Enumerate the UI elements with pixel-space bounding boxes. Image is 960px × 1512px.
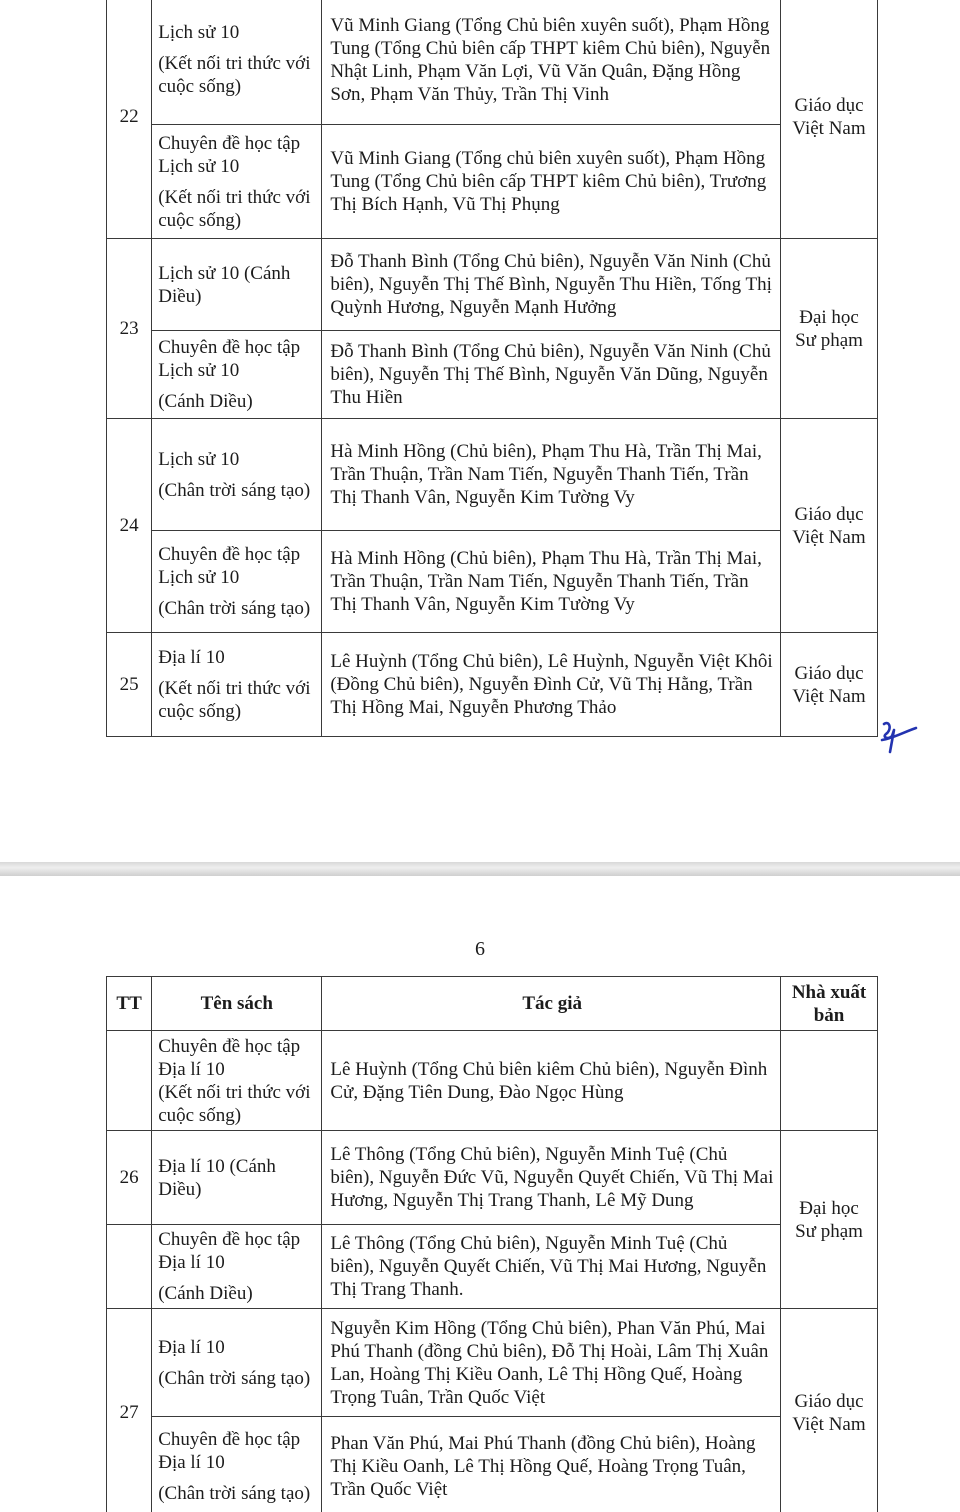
document-page-lower (0, 876, 960, 1512)
table-row (107, 0, 878, 125)
publisher-cell (781, 1031, 878, 1131)
authors-cell: Vũ Minh Giang (Tổng Chủ biên xuyên suốt), Phạm Hồng Tung (Tổng Chủ biên cấp THPT kiêm Chủ biên), Nguyễn Nhật Linh, Phạm Văn Lợi, Vũ Văn Quân, Đặng Hồng Sơn, Phạm Văn Thủy, Trần Thị Vinh (322, 0, 781, 125)
table-row (107, 1225, 878, 1309)
book-title: Địa lí 10 (158, 1336, 225, 1358)
publisher-cell: Đại học Sư phạm (781, 1131, 878, 1309)
book-title: Chuyên đề học tập Lịch sử 10 (158, 132, 301, 177)
book-title: Chuyên đề học tập Địa lí 10 (158, 1229, 301, 1273)
book-series: (Kết nối tri thức với cuộc sống) (158, 1081, 311, 1126)
authors-cell: Vũ Minh Giang (Tổng chủ biên xuyên suốt), Phạm Hồng Tung (Tổng Chủ biên cấp THPT kiêm Chủ biên), Trương Thị Bích Hạnh, Vũ Thị Phụng (322, 125, 781, 239)
row-number: 25 (107, 633, 152, 737)
publisher-cell: Giáo dục Việt Nam (781, 633, 878, 737)
book-series: (Chân trời sáng tạo) (158, 1483, 311, 1504)
book-series: (Chân trời sáng tạo) (158, 598, 311, 619)
book-series: (Chân trời sáng tạo) (158, 479, 311, 501)
authors-cell: Lê Huỳnh (Tổng Chủ biên kiêm Chủ biên), Nguyễn Đình Cử, Đặng Tiên Dung, Đào Ngọc Hùng (322, 1031, 781, 1131)
book-title: Chuyên đề học tập Lịch sử 10 (158, 544, 301, 588)
table-row (107, 531, 878, 633)
publisher-cell: Giáo dục Việt Nam (781, 0, 878, 239)
table-row (107, 125, 878, 239)
book-title-cell (152, 1225, 322, 1309)
publisher-cell: Giáo dục Việt Nam (781, 1309, 878, 1512)
signature-mark (872, 712, 918, 758)
authors-cell: Hà Minh Hồng (Chủ biên), Phạm Thu Hà, Trần Thị Mai, Trần Thuận, Trần Nam Tiến, Nguyễn Thanh Tiến, Trần Thị Thanh Vân, Nguyễn Kim Tường Vy (322, 419, 781, 531)
book-title: Lịch sử 10 (158, 22, 240, 43)
table-row (107, 1309, 878, 1417)
page-separator (0, 862, 960, 876)
table-row (107, 1031, 878, 1131)
authors-cell: Phan Văn Phú, Mai Phú Thanh (đồng Chủ biên), Hoàng Thị Kiều Oanh, Lê Thị Hồng Quế, Hoàng Trọng Tuân, Trần Quốc Việt (322, 1417, 781, 1512)
table-row (107, 1417, 878, 1512)
row-number: 26 (107, 1131, 152, 1225)
book-series: (Kết nối tri thức với cuộc sống) (158, 53, 311, 97)
book-title: Lịch sử 10 (Cánh Diều) (158, 262, 291, 307)
column-header-title: Tên sách (152, 977, 322, 1031)
book-series: (Kết nối tri thức với cuộc sống) (158, 186, 311, 231)
book-title: Chuyên đề học tập Địa lí 10 (158, 1429, 301, 1473)
row-number: 23 (107, 239, 152, 419)
table-row (107, 419, 878, 531)
book-title-cell (152, 125, 322, 239)
authors-cell: Đỗ Thanh Bình (Tổng Chủ biên), Nguyễn Văn Ninh (Chủ biên), Nguyễn Thị Thế Bình, Nguyễn Thu Hiền, Tống Thị Quỳnh Hương, Nguyễn Mạnh Hưởng (322, 239, 781, 331)
book-series: (Kết nối tri thức với cuộc sống) (158, 678, 311, 722)
authors-cell: Lê Huỳnh (Tổng Chủ biên), Lê Huỳnh, Nguyễn Việt Khôi (Đồng Chủ biên), Nguyễn Đình Cử, Vũ Thị Hằng, Trần Thị Hồng Mai, Nguyễn Phương Thảo (322, 633, 781, 737)
book-title-cell (152, 0, 322, 125)
table-header-row (107, 977, 878, 1031)
book-title-cell (152, 1131, 322, 1225)
column-header-author: Tác giả (322, 977, 781, 1031)
page-number: 6 (475, 938, 485, 960)
row-number-empty (107, 1225, 152, 1309)
authors-cell: Lê Thông (Tổng Chủ biên), Nguyễn Minh Tuệ (Chủ biên), Nguyễn Đức Vũ, Nguyễn Quyết Chiến, Vũ Thị Mai Hương, Nguyễn Thị Trang Thanh, Lê Mỹ Dung (322, 1131, 781, 1225)
book-series: (Cánh Diều) (158, 391, 253, 412)
book-title-cell (152, 419, 322, 531)
book-title: Địa lí 10 (Cánh Diều) (158, 1155, 276, 1200)
row-number (107, 1031, 152, 1131)
authors-cell: Hà Minh Hồng (Chủ biên), Phạm Thu Hà, Trần Thị Mai, Trần Thuận, Trần Nam Tiến, Nguyễn Thanh Tiến, Trần Thị Thanh Vân, Nguyễn Kim Tường Vy (322, 531, 781, 633)
book-series: (Chân trời sáng tạo) (158, 1367, 311, 1389)
row-number: 22 (107, 0, 152, 239)
column-header-tt: TT (107, 977, 152, 1031)
table-row (107, 1131, 878, 1225)
book-title-cell (152, 633, 322, 737)
authors-cell: Đỗ Thanh Bình (Tổng Chủ biên), Nguyễn Văn Ninh (Chủ biên), Nguyễn Thị Thế Bình, Nguyễn Văn Dũng, Nguyễn Thu Hiền (322, 331, 781, 419)
authors-cell: Nguyễn Kim Hồng (Tổng Chủ biên), Phan Văn Phú, Mai Phú Thanh (đồng Chủ biên), Đỗ Thị Hoài, Lâm Thị Xuân Lan, Hoàng Thị Kiều Oanh, Lê Thị Hồng Quế, Hoàng Trọng Tuân, Trần Quốc Việt (322, 1309, 781, 1417)
book-series: (Cánh Diều) (158, 1283, 253, 1304)
table-row (107, 239, 878, 331)
book-table-lower (106, 976, 878, 1512)
authors-cell: Lê Thông (Tổng Chủ biên), Nguyễn Minh Tuệ (Chủ biên), Nguyễn Quyết Chiến, Vũ Thị Mai Hương, Nguyễn Thị Trang Thanh. (322, 1225, 781, 1309)
book-title-cell (152, 1309, 322, 1417)
book-table-upper (106, 0, 878, 737)
publisher-cell: Giáo dục Việt Nam (781, 419, 878, 633)
column-header-publisher: Nhà xuất bản (781, 977, 878, 1031)
publisher-cell: Đại học Sư phạm (781, 239, 878, 419)
row-number: 24 (107, 419, 152, 633)
book-title: Địa lí 10 (158, 647, 225, 668)
book-title-cell (152, 1031, 322, 1131)
table-row (107, 331, 878, 419)
table-row (107, 633, 878, 737)
book-title-cell (152, 239, 322, 331)
book-title-cell (152, 531, 322, 633)
book-title: Chuyên đề học tập Lịch sử 10 (158, 337, 301, 381)
book-title: Lịch sử 10 (158, 448, 240, 470)
book-title-cell (152, 331, 322, 419)
book-title: Chuyên đề học tập Địa lí 10 (158, 1035, 301, 1080)
row-number: 27 (107, 1309, 152, 1512)
book-title-cell (152, 1417, 322, 1512)
